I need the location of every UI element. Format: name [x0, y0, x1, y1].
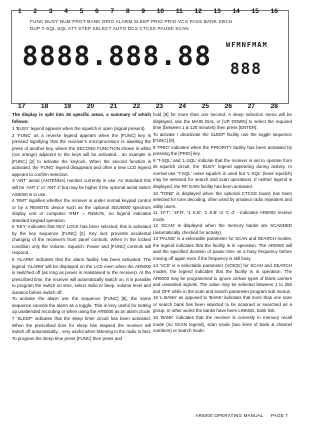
paragraph: 3 'ANT' aerial (ANTENNA) number currently in use. As standard this will be 'ANT 1' or 'ANT 2' but may be higher if the optional aerial switch AS5000 is in use. — [12, 178, 151, 197]
callout-number: 16 — [270, 8, 278, 15]
callout-number: 7 — [110, 8, 115, 15]
paragraph: 14 'VCS' is a selectable parameter (VOICE) for SCAN and SEARCH modes, the legend indicates that the facility is in operation. The AR5000 may be programmed to ignore certain types of blank carriers and unwanted signals. The value may be selected between 1 to 255 and OFF while in the scan and search parameter program sub menus. — [153, 262, 292, 294]
left-text-column — [12, 112, 151, 342]
callout-number: 22 — [132, 103, 141, 110]
callout-number: 18 — [40, 103, 49, 110]
paragraph: 1 'BUSY' legend appears when the squelch is open (signal present). — [12, 126, 146, 132]
paragraph: To activate the alarm use the sequence [FUNC] [8], the same sequence cancels the alarm as a toggle. This is very useful for setting up unattended recording or when using the AR5000 as an alarm clock! — [12, 296, 151, 315]
page-number: PAGE 7 — [270, 413, 288, 418]
callout-number: 24 — [178, 103, 187, 110]
paragraph: 15 'L-BANK' as opposed to 'BANK' indicates that more than one scan or search bank has been selected to be scanned or searched as a group. In other works the banks have been LINKED, bank link. — [153, 295, 292, 314]
paragraph: 13 'PAUSE' is a selectable parameter for SCAN and SEARCH modes, the legend indicates that the facility is in operation. The AR5000 will wait the specified duration of pause time on a busy frequency before moving off again even if the frequency is still busy. — [153, 236, 292, 262]
callout-number: 28 — [270, 103, 278, 110]
manual-title: AR5000 OPERATING MANUAL — [195, 413, 264, 418]
paragraph: hold [9] for more than one second. A sleep selection menu will be displayed, use the MAIN DIAL or [UP DOWN] to select the required time (between 1 & 120 minutes) then press [ENTER]. — [153, 112, 292, 131]
callout-number: 8 — [125, 8, 130, 15]
paragraph: 6 'ALARM' indicates that the alarm facility has been activated. The legend 'ALARM' will be displayed on the LCD even when the AR5000 is switched off (as long as power is maintained to the receiver). At the prescribed time, the receiver will automatically switch on. It is possible to program the switch on time, select radio or beep, volume level and duration before switch off. — [12, 257, 151, 295]
callout-number: 5 — [79, 8, 84, 15]
paragraph: 7 'SLEEP' indicates that the sleep timer circuit has been activated. When the prescribed time for sleep has elapsed the receiver will switch off automatically... very useful when listening to the radio in bed. — [12, 315, 151, 335]
lcd-channel-display: 888 — [230, 59, 262, 78]
lcd-annunciators-row1: FUNC BUSY NUM PROT BANK DRIO ALARM SLEEP PRIO PRIO VCS PASS BANK SRCH — [30, 19, 233, 24]
lcd-mode-display: WFMNFMAM — [226, 41, 268, 49]
right-text-column — [153, 112, 292, 335]
callout-number: 25 — [201, 103, 209, 110]
paragraph: 16 'BANK' indicates that the receiver is currently in memory recall mode (no SCAN legend), scan mode (two lines of bank & channel numbers) or search mode. — [153, 314, 292, 334]
callout-number: 9 — [141, 8, 145, 15]
paragraph: 4 'RMT' signifies whether the receiver is under normal keypad control or by a REMOTE device such as the optional SDU5000 spectrum display unit or computer. RMT = RsMoTe, no legend indicates standard keypad operation. — [12, 198, 151, 223]
paragraph: 9 'T-SQL' and 'L-SQL' indicate that the receiver is set to operate from its squelch circuit, the 'BUSY' legend appearing during activity. In normal use 'T-SQL' noise squelch is used but 'L-SQL' (level squelch) may be selected for search and scan operations. If neither legend is displayed, the RF GAIN facility has been activated. — [153, 157, 292, 190]
callout-number: 23 — [155, 103, 164, 110]
callout-number: 12 — [194, 8, 202, 15]
callout-number: 1 — [18, 8, 22, 15]
lcd-annunciators-row2: DUP T-SQL SQL ATT STEP SELECT AUTO DCS CTCSS PAUSE SCAN — [30, 26, 189, 31]
callout-number: 20 — [86, 103, 95, 110]
paragraph: To program the sleep time press [FUNC] then press and — [12, 335, 122, 341]
callout-number: 2 — [33, 8, 38, 15]
callout-number: 10 — [156, 8, 165, 15]
callout-number: 4 — [64, 8, 68, 15]
lcd-diagram — [11, 10, 289, 104]
callout-number: 21 — [109, 103, 118, 110]
callout-number: 13 — [213, 8, 221, 15]
callout-number: 3 — [48, 8, 53, 15]
paragraph: The display is split into 26 specific areas, a summary of which follows: — [12, 112, 151, 124]
callout-number: 6 — [95, 8, 99, 15]
paragraph: 5 'KEY' indicates that KEY LOCK has been selected, this is activated by the key sequence [FUNC] [2]. Key lock prevents accidental changing of the receiver's front panel controls. When in the locked condition only the Volume, Squelch, Power and [FUNC] controls will respond. — [12, 224, 151, 256]
callout-number: 17 — [18, 103, 26, 110]
paragraph: 11 '1F.T', '1F.R', '1 S.B', '1 S.B' or 'C d' - indicates AR5000 receive mode. — [153, 210, 292, 222]
paragraph: 10 'TONE' is displayed when the optional CTCSS board has been selected for tone decoding, often used by amateur radio repeaters and utility users. — [153, 190, 292, 209]
paragraph: To activate / deactivate the SLEEP facility use the toggle sequence [FUNC] [9]. — [153, 131, 292, 144]
callout-number: 14 — [232, 8, 240, 15]
page-footer — [189, 413, 288, 418]
callout-number: 27 — [247, 103, 255, 110]
paragraph: 2 'FUNC' as a reverse legend appears when the [FUNC] key is pressed signifying that the receiver's microprocessor is awaiting the press of another key, where the SECOND FUNCTION shown in white (not orange) adjacent to the keys will be activated... an example is [FUNC] [2] to activate the keylock. When the second function is activated, the 'FUNC' legend disappears and often a new LCD legend appears to confirm selection. — [12, 132, 151, 177]
callout-number: 15 — [251, 8, 259, 15]
callout-number: 26 — [224, 103, 232, 110]
paragraph: 12 'SCAN' is displayed when the memory banks are SCANNED (automatically checked for activity). — [153, 223, 292, 235]
paragraph: 8 'PRIO' indicates when the PRIORITY facility has been activated by pressing the [PRIO] key. — [153, 144, 292, 157]
lcd-frequency-display: 8888.888.88 — [22, 41, 212, 72]
lcd-callout-numbers-bottom — [18, 103, 278, 110]
callout-number: 11 — [175, 8, 183, 15]
lcd-callout-numbers-top — [18, 8, 278, 15]
callout-number: 19 — [63, 103, 72, 110]
